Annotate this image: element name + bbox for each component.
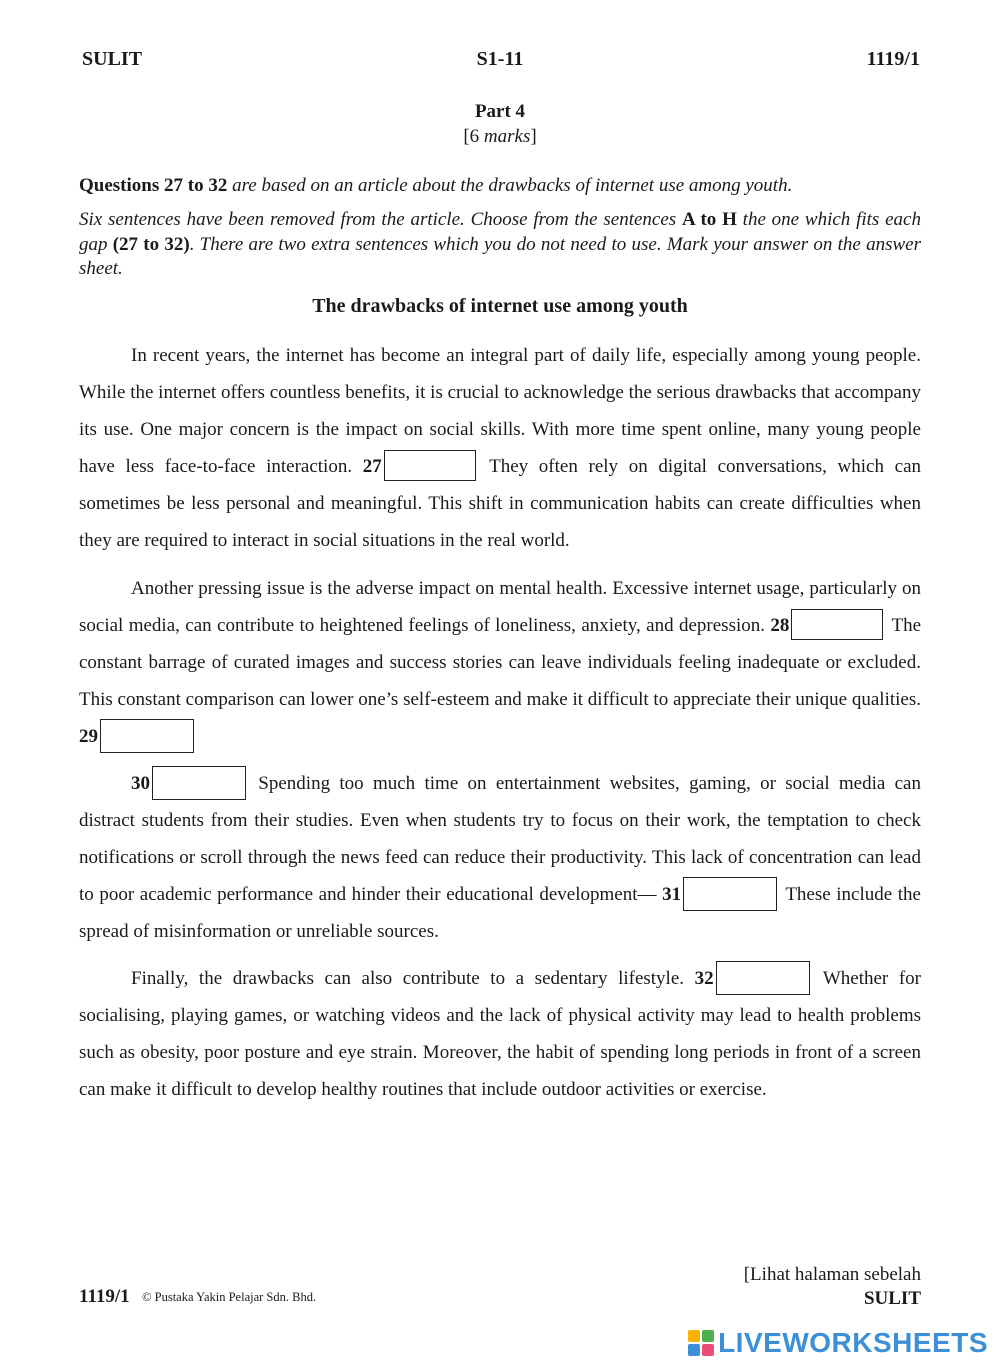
question-number-27: 27 <box>362 456 382 477</box>
liveworksheets-wordmark: LIVEWORKSHEETS <box>718 1327 988 1358</box>
answer-gap-27[interactable] <box>384 450 476 481</box>
answer-gap-30[interactable] <box>152 766 246 800</box>
question-number-29: 29 <box>79 726 98 747</box>
answer-gap-28[interactable] <box>791 609 883 640</box>
part-marks: [6 marks] <box>463 126 537 147</box>
article-paragraph-4: Finally, the drawbacks can also contribute to a sedentary lifestyle. 32 Whether for socialising, playing games, or watching videos and the lack of physical activity may lead to health problems such as obesity, poor posture and eye strain. Moreover, the habit of spending long periods in front of a screen can make it difficult to develop healthy routines that include outdoor activities or exercise. <box>79 960 921 1108</box>
article-paragraph-1: In recent years, the internet has become an integral part of daily life, especially among young people. While the internet offers countless benefits, it is crucial to acknowledge the serious drawbacks that accompany its use. One major concern is the impact on social skills. With more time spent online, many young people have less face-to-face interaction. 27 They often rely on digital conversations, which can sometimes be less personal and meaningful. This shift in communication habits can create difficulties when they are required to interact in social situations in the real world. <box>79 345 921 551</box>
instruction-line-1: Questions 27 to 32 are based on an article about the drawbacks of internet use among youth. <box>79 175 793 196</box>
footer-paper-code: 1119/1 <box>79 1286 130 1307</box>
footer-sulit: SULIT <box>863 1288 921 1309</box>
question-number-30: 30 <box>131 773 150 794</box>
question-number-28: 28 <box>770 615 790 636</box>
article-paragraph-2: Another pressing issue is the adverse impact on mental health. Excessive internet usage, particularly on social media, can contribute to heightened feelings of loneliness, anxiety, and depression. 28 The constant barrage of curated images and success stories can leave individuals feeling inadequate or excluded. This constant comparison can lower one’s self-esteem and make it difficult to appreciate their unique qualities. 29 <box>79 570 921 755</box>
header-page-code: S1-11 <box>476 48 524 70</box>
liveworksheets-watermark <box>688 1325 988 1361</box>
header-paper-code: 1119/1 <box>866 48 920 70</box>
header-sulit: SULIT <box>82 48 143 70</box>
answer-gap-32[interactable] <box>716 961 810 995</box>
answer-gap-31[interactable] <box>683 877 777 911</box>
part-title: Part 4 <box>474 101 526 122</box>
question-number-31: 31 <box>662 884 682 905</box>
answer-gap-29[interactable] <box>100 719 194 753</box>
footer-next-page: [Lihat halaman sebelah <box>743 1264 921 1285</box>
question-number-32: 32 <box>694 968 714 989</box>
article-paragraph-3: 30 Spending too much time on entertainment websites, gaming, or social media can distract students from their studies. Even when students try to focus on their work, the temptation to check notifications or scroll through the news feed can reduce their productivity. This lack of concentration can lead to poor academic performance and hinder their educational development— 31 These include the spread of misinformation or unreliable sources. <box>79 765 921 950</box>
instruction-line-2: Six sentences have been removed from the article. Choose from the sentences A to H the one which fits each gap (27 to 32). There are two extra sentences which you do not need to use. Mark your answer on the answer sheet. <box>79 209 921 279</box>
footer-copyright: © Pustaka Yakin Pelajar Sdn. Bhd. <box>142 1290 317 1304</box>
article-title: The drawbacks of internet use among youth <box>312 295 688 317</box>
liveworksheets-logo-icon <box>688 1330 714 1356</box>
